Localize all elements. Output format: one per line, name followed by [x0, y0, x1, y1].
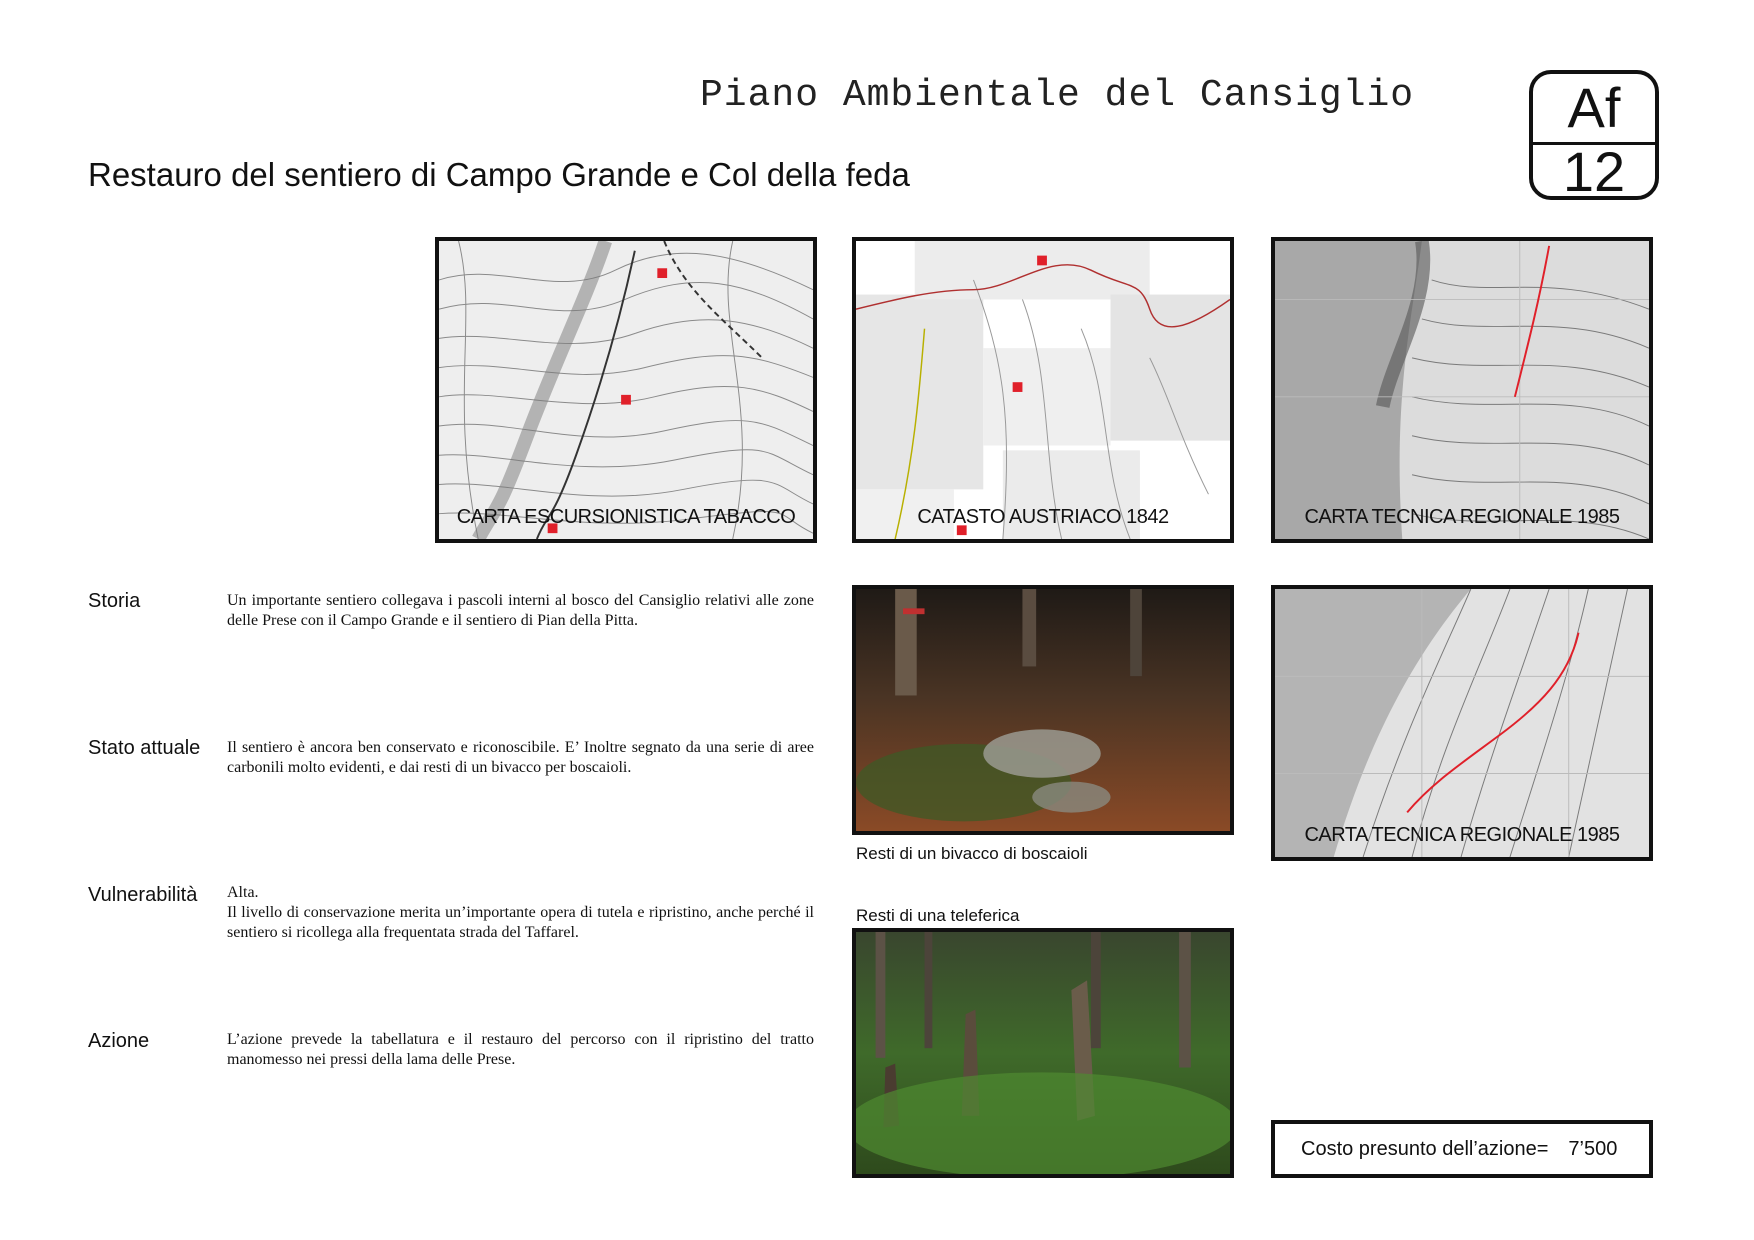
map-catasto	[852, 237, 1234, 543]
sheet-code-badge	[1529, 70, 1659, 200]
plan-title: Piano Ambientale del Cansiglio	[700, 74, 1415, 117]
map-tabacco-caption: CARTA ESCURSIONISTICA TABACCO	[456, 506, 796, 528]
map-catasto-caption: CATASTO AUSTRIACO 1842	[917, 506, 1169, 528]
photo-teleferica-graphic	[856, 932, 1230, 1174]
map-catasto-graphic	[856, 241, 1230, 539]
map-ctr-2-graphic	[1275, 589, 1649, 857]
section-text-storia	[227, 591, 814, 631]
cost-value: 7’500	[1568, 1137, 1618, 1160]
document-title: Restauro del sentiero di Campo Grande e Col della feda	[88, 156, 910, 193]
section-text-azione	[227, 1030, 814, 1070]
map-tabacco-graphic	[439, 241, 813, 539]
storia-text: Un importante sentiero collegava i pascoli interni al bosco del Cansiglio relativi alle zone delle Prese con il Campo Grande e il sentiero di Pian della Pitta.	[227, 592, 814, 629]
sheet-code-number: 12	[1562, 140, 1626, 200]
map-ctr-2-caption: CARTA TECNICA REGIONALE 1985	[1304, 824, 1620, 846]
photo-teleferica	[852, 928, 1234, 1178]
photo-bivacco-caption: Resti di un bivacco di boscaioli	[856, 844, 1088, 863]
map-ctr-1-graphic	[1275, 241, 1649, 539]
section-label-storia: Storia	[88, 590, 141, 612]
cost-box	[1271, 1120, 1653, 1178]
vulnerabilita-text: Il livello di conservazione merita un’importante opera di tutela e ripristino, anche perché il sentiero si ricollega alla frequentata strada del Taffarel.	[227, 904, 814, 941]
section-label-stato: Stato attuale	[88, 737, 201, 759]
section-label-azione: Azione	[88, 1030, 150, 1052]
stato-text: Il sentiero è ancora ben conservato e riconoscibile. E’ Inoltre segnato da una serie di aree carbonili molto evidenti, e dai resti di un bivacco per boscaioli.	[227, 739, 814, 776]
azione-text: L’azione prevede la tabellatura e il restauro del percorso con il ripristino del tratto manomesso nei pressi della lama delle Prese.	[227, 1031, 814, 1068]
vulnerabilita-level: Alta.	[227, 884, 259, 901]
section-text-stato	[227, 738, 814, 778]
map-ctr-2	[1271, 585, 1653, 861]
map-ctr-1	[1271, 237, 1653, 543]
section-label-vulnerabilita: Vulnerabilità	[88, 884, 198, 906]
photo-bivacco	[852, 585, 1234, 835]
map-tabacco	[435, 237, 817, 543]
sheet-code-letters: Af	[1567, 76, 1621, 139]
photo-bivacco-graphic	[856, 589, 1230, 831]
map-ctr-1-caption: CARTA TECNICA REGIONALE 1985	[1304, 506, 1620, 528]
cost-label: Costo presunto dell’azione=	[1301, 1137, 1549, 1160]
section-text-vulnerabilita	[227, 883, 814, 943]
photo-teleferica-caption: Resti di una teleferica	[856, 906, 1020, 925]
